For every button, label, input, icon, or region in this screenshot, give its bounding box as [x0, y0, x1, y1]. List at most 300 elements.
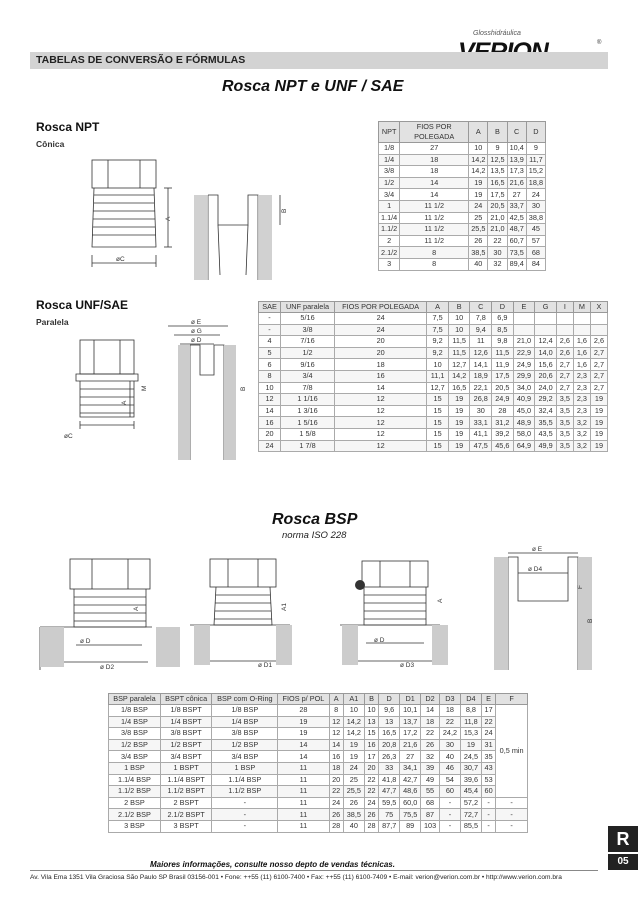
- table-cell: 9: [526, 143, 545, 155]
- table-cell: 58,0: [513, 428, 535, 440]
- footer-note: Maiores informações, consulte nosso depto de vendas técnicas.: [150, 860, 395, 869]
- section-letter-badge: R: [608, 826, 638, 852]
- table-row: [379, 189, 546, 201]
- table-cell: 11: [278, 762, 329, 774]
- table-row: [379, 212, 546, 224]
- unf-dim-g: ø G: [191, 328, 202, 335]
- unf-dim-b: B: [240, 386, 247, 391]
- table-cell: 24,0: [535, 382, 557, 394]
- table-cell: 25: [469, 212, 488, 224]
- section-header-title: TABELAS DE CONVERSÃO E FÓRMULAS: [36, 54, 246, 66]
- table-row: [109, 820, 528, 832]
- table-cell: 55: [421, 786, 440, 798]
- table-row: [259, 428, 608, 440]
- table-row: [379, 166, 546, 178]
- table-cell: 12: [335, 417, 427, 429]
- table-cell: 38,5: [343, 809, 364, 821]
- table-cell: 14,2: [343, 728, 364, 740]
- table-cell: 30: [488, 247, 507, 259]
- table-row: [259, 370, 608, 382]
- table-cell: 20,5: [488, 200, 507, 212]
- table-row: [109, 762, 528, 774]
- table-cell: 41,1: [470, 428, 492, 440]
- column-header: F: [496, 694, 528, 705]
- table-cell: -: [439, 797, 460, 809]
- table-cell: 12,7: [448, 359, 470, 371]
- table-cell: 1 5/16: [281, 417, 335, 429]
- bsp-dim-d1: ø D1: [258, 662, 273, 669]
- table-cell: 60: [439, 786, 460, 798]
- table-cell: -: [496, 809, 528, 821]
- npt-dim-c: øC: [116, 256, 125, 263]
- table-cell: -: [439, 820, 460, 832]
- bsp-title: Rosca BSP: [272, 511, 358, 528]
- table-cell: 16,5: [488, 177, 507, 189]
- table-cell: 33: [379, 762, 400, 774]
- table-cell: 17,2: [400, 728, 421, 740]
- table-cell: [556, 313, 573, 325]
- table-cell: 59,5: [379, 797, 400, 809]
- table-row: [259, 336, 608, 348]
- table-cell: 2,7: [556, 359, 573, 371]
- table-cell: 14: [335, 382, 427, 394]
- table-cell: 53: [481, 774, 495, 786]
- table-cell: 24,5: [460, 751, 481, 763]
- table-cell: 19: [448, 428, 470, 440]
- column-header: A: [329, 694, 343, 705]
- table-cell: 40,9: [513, 394, 535, 406]
- table-cell: 45,0: [513, 405, 535, 417]
- table-cell: 1,6: [573, 347, 590, 359]
- table-cell: 27: [400, 143, 469, 155]
- column-header: B: [448, 302, 470, 313]
- table-row: [379, 177, 546, 189]
- table-cell: 3/4: [281, 370, 335, 382]
- table-cell: 49,9: [535, 440, 557, 452]
- section-header-bar: [30, 52, 608, 69]
- table-cell: 40: [343, 820, 364, 832]
- column-header: BSPT cônica: [160, 694, 211, 705]
- unf-dim-e: ø E: [191, 319, 202, 326]
- table-cell: 3 BSP: [109, 820, 161, 832]
- table-cell: 12: [329, 728, 343, 740]
- table-cell: [590, 313, 607, 325]
- table-cell: 24: [343, 762, 364, 774]
- table-cell: 3,2: [573, 417, 590, 429]
- column-header: FIOS POR POLEGADA: [335, 302, 427, 313]
- table-cell: 68: [526, 247, 545, 259]
- table-row: [379, 235, 546, 247]
- table-cell: 1 1/16: [281, 394, 335, 406]
- column-header: I: [556, 302, 573, 313]
- table-cell: -: [259, 324, 281, 336]
- table-cell: 3/8: [379, 166, 400, 178]
- table-cell: 1/2 BSP: [212, 739, 278, 751]
- table-cell: 30,7: [460, 762, 481, 774]
- table-cell: 18: [335, 359, 427, 371]
- table-cell: 87: [421, 809, 440, 821]
- table-cell: 103: [421, 820, 440, 832]
- table-cell: 14,2: [469, 154, 488, 166]
- table-cell: 1/2 BSP: [109, 739, 161, 751]
- table-cell: 16: [335, 370, 427, 382]
- table-cell: 19: [469, 189, 488, 201]
- table-cell: 3/8 BSPT: [160, 728, 211, 740]
- table-cell: 14,1: [470, 359, 492, 371]
- table-cell: 3,2: [573, 440, 590, 452]
- table-cell: 7,5: [427, 313, 449, 325]
- table-cell: 2,6: [556, 347, 573, 359]
- table-cell: 22: [364, 786, 378, 798]
- table-cell: 2,6: [556, 336, 573, 348]
- table-cell: 21,6: [507, 177, 526, 189]
- table-cell: 12: [335, 394, 427, 406]
- table-cell: 1/4: [379, 154, 400, 166]
- bsp-dim-d2: ø D2: [100, 664, 115, 671]
- table-cell: 25,5: [469, 224, 488, 236]
- table-cell: 22: [488, 235, 507, 247]
- table-cell: 10: [364, 705, 378, 717]
- table-cell: 11 1/2: [400, 212, 469, 224]
- table-cell: 19: [460, 739, 481, 751]
- table-cell: 47,5: [470, 440, 492, 452]
- table-cell: 18: [400, 166, 469, 178]
- table-cell: [513, 313, 535, 325]
- table-cell: 20,6: [535, 370, 557, 382]
- table-cell: 34,1: [400, 762, 421, 774]
- table-row: [259, 382, 608, 394]
- table-cell: 6: [259, 359, 281, 371]
- table-cell: [513, 324, 535, 336]
- table-cell: 38,5: [469, 247, 488, 259]
- table-cell: 16: [259, 417, 281, 429]
- npt-subtitle: Cônica: [36, 139, 65, 149]
- table-cell: 30: [470, 405, 492, 417]
- table-cell: 12: [259, 394, 281, 406]
- table-cell: 19: [448, 440, 470, 452]
- column-header: BSP paralela: [109, 694, 161, 705]
- table-row: [259, 440, 608, 452]
- table-cell: 18: [439, 705, 460, 717]
- footer-address: Av. Vila Ema 1351 Vila Graciosa São Paulo SP Brasil 03156-001 • Fone: ++55 (11) 6100-7400 • Fax: ++55 (11) 6100-7409 • E-mail: verion@verion.com.br • http://www.verion.com.bra: [30, 874, 562, 881]
- table-cell: 3 BSPT: [160, 820, 211, 832]
- table-row: [259, 394, 608, 406]
- table-cell: [535, 313, 557, 325]
- table-cell: 3/4: [379, 189, 400, 201]
- table-cell: 19: [448, 394, 470, 406]
- table-cell: 2.1/2 BSPT: [160, 809, 211, 821]
- table-cell: 20,8: [379, 739, 400, 751]
- table-cell: 21,0: [488, 212, 507, 224]
- column-header: A: [469, 122, 488, 143]
- table-row: [109, 809, 528, 821]
- table-cell: 22: [421, 728, 440, 740]
- column-header: NPT: [379, 122, 400, 143]
- table-cell: 20: [329, 774, 343, 786]
- column-header: D1: [400, 694, 421, 705]
- table-cell: 1.1/4 BSP: [109, 774, 161, 786]
- table-cell: 32: [421, 751, 440, 763]
- table-cell: 11: [470, 336, 492, 348]
- table-cell: 11,7: [526, 154, 545, 166]
- table-cell: 2,3: [573, 382, 590, 394]
- table-cell: 13: [379, 716, 400, 728]
- table-cell: 21,0: [513, 336, 535, 348]
- table-cell: 3/8: [281, 324, 335, 336]
- bsp-dim-b: B: [587, 618, 594, 623]
- table-cell: 26: [343, 797, 364, 809]
- table-cell: 1 3/16: [281, 405, 335, 417]
- table-cell: 43,5: [535, 428, 557, 440]
- table-cell: 7,5: [427, 324, 449, 336]
- table-cell: 22: [481, 716, 495, 728]
- table-cell: 46: [439, 762, 460, 774]
- table-row: [109, 739, 528, 751]
- table-cell: 10: [469, 143, 488, 155]
- table-cell: 18: [400, 154, 469, 166]
- table-cell: 8: [259, 370, 281, 382]
- table-row: [109, 728, 528, 740]
- table-cell: 3,5: [556, 428, 573, 440]
- table-cell: 24,9: [492, 394, 514, 406]
- table-cell: 12,4: [535, 336, 557, 348]
- npt-title: Rosca NPT: [36, 120, 100, 134]
- table-cell: 40: [439, 751, 460, 763]
- column-header: FIOS p/ POL: [278, 694, 329, 705]
- table-cell: 18: [329, 762, 343, 774]
- bsp-dim-d3: ø D3: [400, 662, 415, 669]
- footer-rule: [30, 870, 598, 871]
- table-cell: 28: [492, 405, 514, 417]
- column-header: D: [492, 302, 514, 313]
- table-cell: 1.1/4 BSP: [212, 774, 278, 786]
- table-cell: 24: [335, 324, 427, 336]
- table-cell: 33,1: [470, 417, 492, 429]
- table-cell: 26,8: [470, 394, 492, 406]
- table-row: [379, 247, 546, 259]
- table-row: [379, 200, 546, 212]
- table-cell: 54: [439, 774, 460, 786]
- table-cell: 19: [590, 405, 607, 417]
- table-cell: 10,1: [400, 705, 421, 717]
- npt-drawing: [58, 155, 338, 280]
- table-cell: 11 1/2: [400, 200, 469, 212]
- table-cell: 14,0: [535, 347, 557, 359]
- table-cell: 21,6: [400, 739, 421, 751]
- table-cell: 22,9: [513, 347, 535, 359]
- table-cell: 28: [364, 820, 378, 832]
- table-cell: 12,6: [470, 347, 492, 359]
- table-row: [379, 258, 546, 270]
- table-cell: 34,0: [513, 382, 535, 394]
- table-cell: 14: [278, 739, 329, 751]
- table-cell: 15: [427, 440, 449, 452]
- table-cell: 13: [364, 716, 378, 728]
- table-cell: 30: [526, 200, 545, 212]
- table-cell: 1.1/2 BSPT: [160, 786, 211, 798]
- table-cell: 14: [400, 177, 469, 189]
- npt-dim-b: B: [281, 208, 288, 213]
- table-cell: 1/2: [379, 177, 400, 189]
- table-cell: 17,5: [488, 189, 507, 201]
- table-cell: 3,5: [556, 440, 573, 452]
- column-header: D4: [460, 694, 481, 705]
- table-cell: 11 1/2: [400, 224, 469, 236]
- table-cell: 7/16: [281, 336, 335, 348]
- table-row: [109, 774, 528, 786]
- table-cell: 1 BSP: [212, 762, 278, 774]
- table-cell: 45: [526, 224, 545, 236]
- table-cell: 15,6: [535, 359, 557, 371]
- table-cell: 89,4: [507, 258, 526, 270]
- table-cell: 42,5: [507, 212, 526, 224]
- table-cell: 9: [488, 143, 507, 155]
- table-cell: 75: [379, 809, 400, 821]
- table-cell: 7,8: [470, 313, 492, 325]
- table-cell: 14: [400, 189, 469, 201]
- table-cell: 1: [379, 200, 400, 212]
- table-row: [109, 705, 528, 717]
- table-cell: 89: [400, 820, 421, 832]
- table-cell: 60,7: [507, 235, 526, 247]
- bsp-dim-d4: ø D4: [528, 566, 543, 573]
- table-cell: 21,0: [488, 224, 507, 236]
- table-cell: 1/2: [281, 347, 335, 359]
- column-header: C: [507, 122, 526, 143]
- table-cell: 64,9: [513, 440, 535, 452]
- table-cell: 24: [259, 440, 281, 452]
- table-cell: 22: [439, 716, 460, 728]
- table-cell: 73,5: [507, 247, 526, 259]
- column-header: A: [427, 302, 449, 313]
- table-cell: 75,5: [400, 809, 421, 821]
- table-cell: 35,5: [535, 417, 557, 429]
- bsp-drawing: [30, 545, 610, 675]
- table-row: [109, 716, 528, 728]
- column-header: B: [488, 122, 507, 143]
- table-row: [109, 786, 528, 798]
- table-cell: 19: [590, 417, 607, 429]
- table-cell: 68: [421, 797, 440, 809]
- table-cell: 2,3: [573, 394, 590, 406]
- table-cell: 28: [278, 705, 329, 717]
- table-cell: 10: [448, 313, 470, 325]
- table-cell: 10: [343, 705, 364, 717]
- table-cell: 15: [427, 428, 449, 440]
- table-cell: 19: [590, 394, 607, 406]
- unf-dim-d: ø D: [191, 337, 202, 344]
- unf-title: Rosca UNF/SAE: [36, 298, 129, 312]
- table-cell: 2.1/2: [379, 247, 400, 259]
- table-cell: 17,5: [492, 370, 514, 382]
- table-cell: 13,7: [400, 716, 421, 728]
- bsp-dim-a1: A1: [281, 603, 288, 611]
- table-cell: 20: [335, 336, 427, 348]
- table-cell: 1.1/2 BSP: [109, 786, 161, 798]
- table-cell: 1/4 BSPT: [160, 716, 211, 728]
- table-cell: 39: [421, 762, 440, 774]
- table-cell: 11 1/2: [400, 235, 469, 247]
- table-cell: 47,7: [379, 786, 400, 798]
- column-header: X: [590, 302, 607, 313]
- table-cell: 10: [259, 382, 281, 394]
- table-cell: 1 BSPT: [160, 762, 211, 774]
- table-cell: 12,7: [427, 382, 449, 394]
- table-row: [109, 751, 528, 763]
- table-cell: [590, 324, 607, 336]
- table-cell: 13,9: [507, 154, 526, 166]
- table-cell: 11: [278, 820, 329, 832]
- table-cell: 40: [469, 258, 488, 270]
- npt-dim-a: A: [165, 216, 172, 221]
- table-cell: 9,8: [492, 336, 514, 348]
- page-number: 05: [608, 854, 638, 870]
- table-cell: 85,5: [460, 820, 481, 832]
- table-cell: 7/8: [281, 382, 335, 394]
- table-cell: -: [212, 820, 278, 832]
- table-cell: 2,7: [556, 382, 573, 394]
- table-cell: 1.1/4: [379, 212, 400, 224]
- table-cell: 24: [329, 797, 343, 809]
- table-row: [259, 347, 608, 359]
- table-cell: 2 BSPT: [160, 797, 211, 809]
- table-cell: 24,2: [439, 728, 460, 740]
- table-cell: 26: [421, 739, 440, 751]
- table-row: [379, 224, 546, 236]
- table-cell: 12: [335, 428, 427, 440]
- table-cell: 10: [448, 324, 470, 336]
- table-cell: 25,5: [343, 786, 364, 798]
- table-cell: 2,7: [590, 359, 607, 371]
- table-cell: 11,9: [492, 359, 514, 371]
- table-cell: 11,5: [448, 336, 470, 348]
- table-cell: 2,3: [573, 370, 590, 382]
- table-cell: 87,7: [379, 820, 400, 832]
- table-cell: 3/4 BSP: [109, 751, 161, 763]
- table-cell: 2,7: [556, 370, 573, 382]
- column-header: D2: [421, 694, 440, 705]
- table-cell: 24,9: [513, 359, 535, 371]
- table-cell: 8,8: [460, 705, 481, 717]
- table-cell: 26: [469, 235, 488, 247]
- table-cell: 2.1/2 BSP: [109, 809, 161, 821]
- table-cell: 3/4 BSPT: [160, 751, 211, 763]
- table-cell: 11,1: [427, 370, 449, 382]
- bsp-dim-f: F: [577, 585, 584, 589]
- table-cell: 1/8 BSP: [109, 705, 161, 717]
- table-row: [259, 359, 608, 371]
- table-row: [259, 417, 608, 429]
- table-row: [379, 143, 546, 155]
- bsp-dim-d-oring: ø D: [374, 637, 385, 644]
- table-row: [259, 324, 608, 336]
- table-cell: 26: [364, 809, 378, 821]
- table-cell: 48,7: [507, 224, 526, 236]
- table-cell: 11: [278, 809, 329, 821]
- table-cell: 6,9: [492, 313, 514, 325]
- table-cell: 1 5/8: [281, 428, 335, 440]
- npt-table: [378, 121, 546, 271]
- table-cell: 20: [364, 762, 378, 774]
- table-cell: 14,2: [343, 716, 364, 728]
- table-cell: 49: [421, 774, 440, 786]
- unf-dim-c: øC: [64, 433, 73, 440]
- table-cell: 43: [481, 762, 495, 774]
- table-cell: 5: [259, 347, 281, 359]
- table-cell: 29,2: [535, 394, 557, 406]
- table-cell: 12: [335, 440, 427, 452]
- table-cell: 10,4: [507, 143, 526, 155]
